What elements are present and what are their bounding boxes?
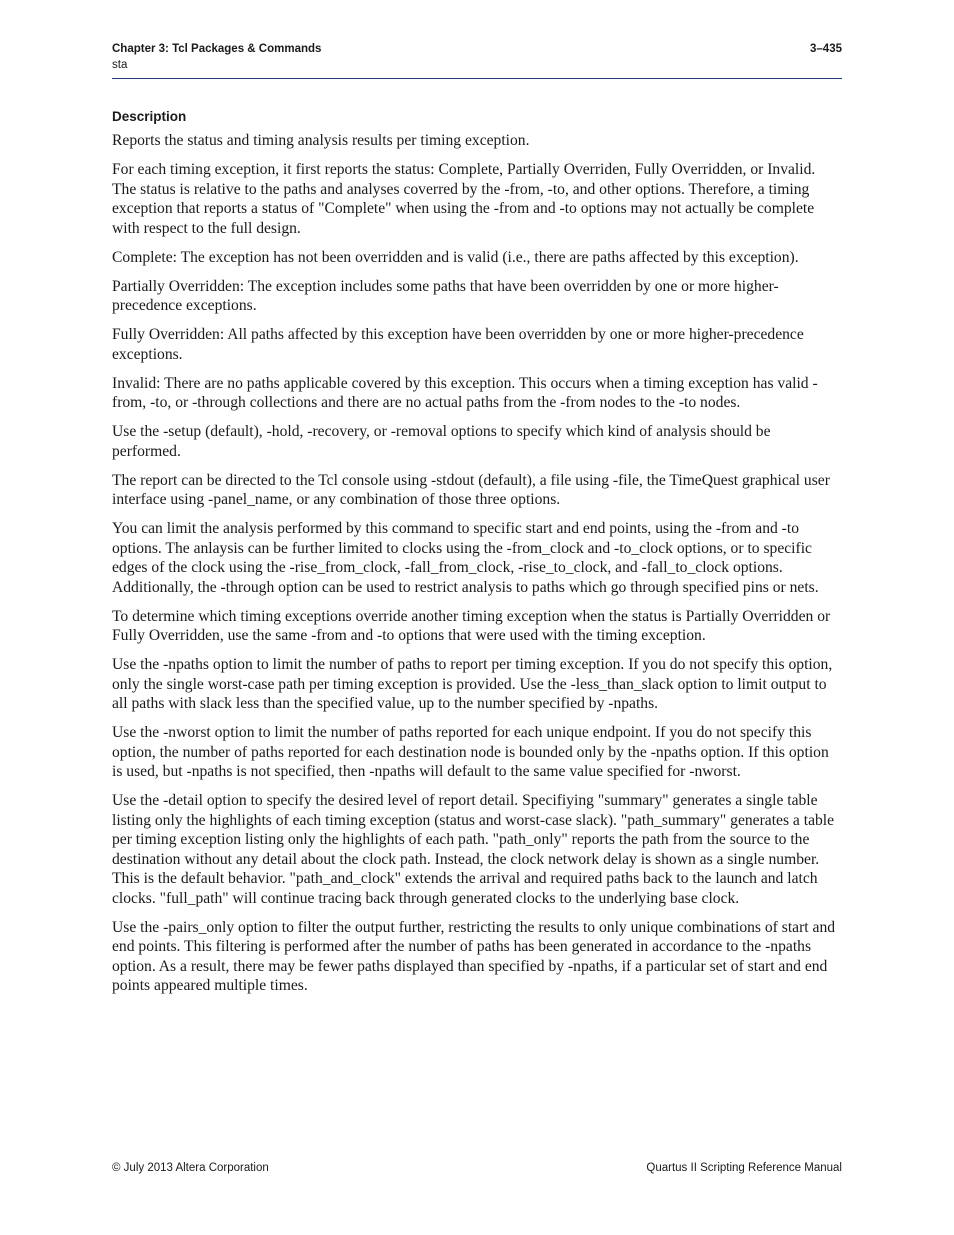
- page-number: 3–435: [810, 43, 842, 55]
- paragraph: Use the -nworst option to limit the number of paths reported for each unique endpoint. If you do not specify this option, the number of paths reported for each destination node is bounded only by the -npaths option. If this option is used, but -npaths is not specified, then -npaths will default to the same value specified for -nworst.: [112, 724, 829, 780]
- paragraph: For each timing exception, it first reports the status: Complete, Partially Overriden, Fully Overridden, or Invalid. The status is relative to the paths and analyses coverred by the -from, -to, and other options. Therefore, a timing exception that reports a status of "Complete" when using the -from and -to options may not actually be complete with respect to the full design.: [112, 161, 816, 237]
- paragraph: Use the -npaths option to limit the number of paths to report per timing exception. If you do not specify this option, only the single worst-case path per timing exception is provided. Use the -less_than_slack option to limit output to all paths with slack less than the specified value, up to the number specified by -npaths.: [112, 656, 833, 712]
- paragraph: You can limit the analysis performed by this command to specific start and end points, using the -from and -to options. The anlaysis can be further limited to clocks using the -from_clock and -to_clock options, or to specific edges of the clock using the -rise_from_clock, -fall_from_clock, -rise_to_clock, and -fall_to_clock options. Additionally, the -through option can be used to restrict analysis to paths which go through specified pins or nets.: [112, 520, 819, 596]
- paragraph: Reports the status and timing analysis results per timing exception.: [112, 132, 530, 149]
- section-name: sta: [112, 59, 128, 71]
- paragraph: Partially Overridden: The exception includes some paths that have been overridden by one or more higher-precedence exceptions.: [112, 277, 779, 314]
- main-content: [112, 108, 842, 1005]
- paragraph: Invalid: There are no paths applicable covered by this exception. This occurs when a timing exception has valid -from, -to, or -through collections and there are no actual paths from the -from nodes to the -to nodes.: [112, 374, 818, 411]
- paragraph: To determine which timing exceptions override another timing exception when the status is Partially Overridden or Fully Overridden, use the same -from and -to options that were used with the timing exception.: [112, 607, 831, 644]
- footer-copyright: © July 2013 Altera Corporation: [112, 1162, 269, 1174]
- paragraph: Complete: The exception has not been overridden and is valid (i.e., there are paths affected by this exception).: [112, 248, 799, 266]
- footer-manual-title: Quartus II Scripting Reference Manual: [646, 1162, 842, 1174]
- chapter-title: Chapter 3: Tcl Packages & Commands: [112, 43, 322, 55]
- page-header: [112, 42, 842, 79]
- paragraph: Use the -pairs_only option to filter the output further, restricting the results to only unique combinations of start and end points. This filtering is performed after the number of paths has been generated in accordance to the -npaths option. As a result, there may be fewer paths displayed than specified by -npaths, if a particular set of start and end points appeared multiple times.: [112, 918, 836, 994]
- paragraph: Use the -setup (default), -hold, -recovery, or -removal options to specify which kind of analysis should be performed.: [112, 423, 771, 460]
- paragraph: Fully Overridden: All paths affected by this exception have been overridden by one or more higher-precedence exceptions.: [112, 326, 804, 363]
- paragraph: The report can be directed to the Tcl console using -stdout (default), a file using -file, the TimeQuest graphical user interface using -panel_name, or any combination of those three options.: [112, 471, 830, 508]
- section-heading: Description: [112, 109, 187, 124]
- paragraph: Use the -detail option to specify the desired level of report detail. Specifiying "summary" generates a single table listing only the highlights of each timing exception (status and worst-case slack). "path_summary" generates a table per timing exception listing only the highlights of each path. "path_only" reports the path from the source to the destination without any detail about the clock path. Instead, the clock network delay is shown as a single number. This is the default behavior. "path_and_clock" extends the arrival and required paths back to the launch and latch clocks. "full_path" will continue tracing back through generated clocks to the underlying base clock.: [112, 792, 835, 907]
